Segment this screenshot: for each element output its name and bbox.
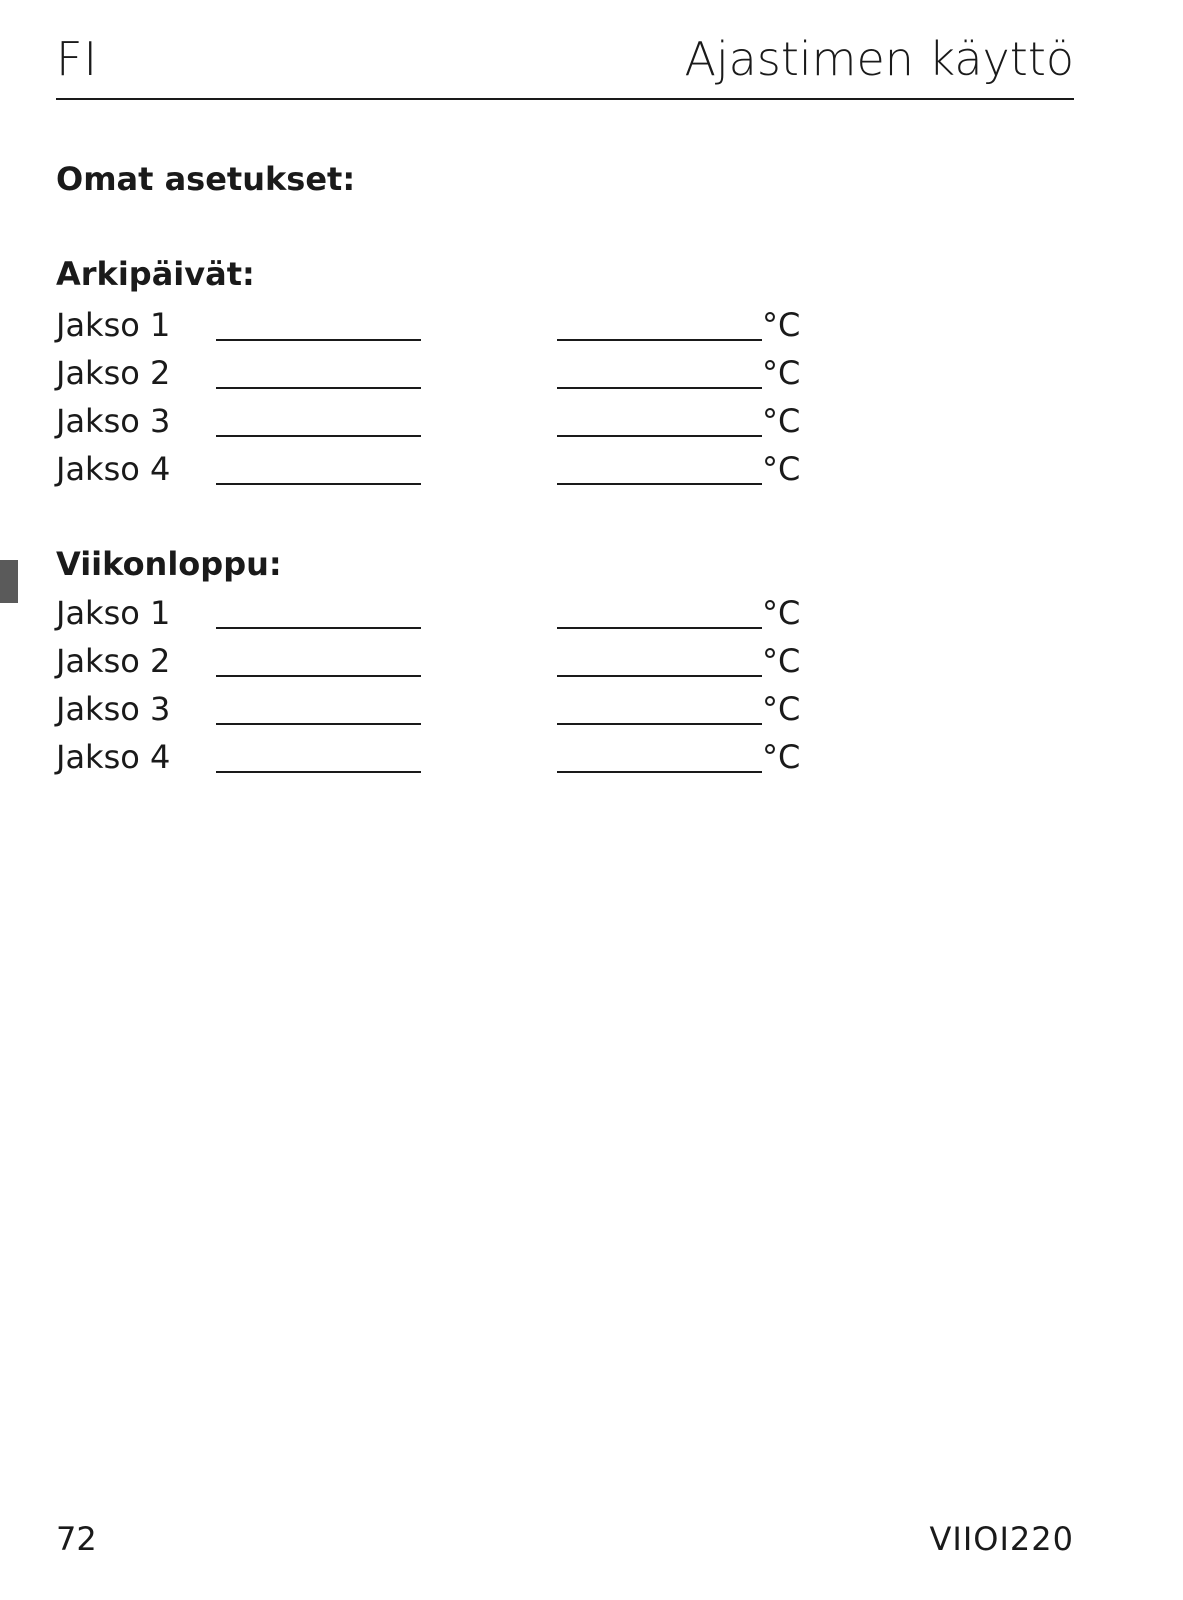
language-code: FI [56,32,99,86]
period-label: Jakso 4 [56,450,171,488]
time-blank-line [216,387,421,389]
celsius-unit: °C [762,402,801,440]
celsius-unit: °C [762,450,801,488]
time-blank-line [216,675,421,677]
period-label: Jakso 3 [56,402,171,440]
weekday-period-row [56,402,816,450]
time-blank-line [216,435,421,437]
period-label: Jakso 1 [56,594,171,632]
temperature-blank-line [557,387,762,389]
page-number: 72 [56,1520,97,1558]
temperature-blank-line [557,627,762,629]
intro-heading: Omat asetukset: [56,160,356,198]
page-title: Ajastimen käyttö [684,32,1074,86]
celsius-unit: °C [762,354,801,392]
time-blank-line [216,723,421,725]
period-label: Jakso 3 [56,690,171,728]
chapter-edge-tab [0,560,18,603]
weekend-period-row [56,690,816,738]
period-label: Jakso 2 [56,354,171,392]
celsius-unit: °C [762,738,801,776]
weekend-period-row [56,594,816,642]
weekday-period-row [56,354,816,402]
temperature-blank-line [557,675,762,677]
period-label: Jakso 4 [56,738,171,776]
model-code: VIIOI220 [929,1520,1074,1558]
celsius-unit: °C [762,306,801,344]
temperature-blank-line [557,483,762,485]
time-blank-line [216,771,421,773]
celsius-unit: °C [762,594,801,632]
temperature-blank-line [557,771,762,773]
period-label: Jakso 1 [56,306,171,344]
weekdays-heading: Arkipäivät: [56,255,255,293]
time-blank-line [216,627,421,629]
weekend-period-row [56,738,816,786]
weekend-period-row [56,642,816,690]
temperature-blank-line [557,723,762,725]
weekday-period-row [56,450,816,498]
celsius-unit: °C [762,690,801,728]
page-header [56,28,1074,100]
time-blank-line [216,339,421,341]
time-blank-line [216,483,421,485]
weekend-heading: Viikonloppu: [56,545,282,583]
celsius-unit: °C [762,642,801,680]
temperature-blank-line [557,339,762,341]
period-label: Jakso 2 [56,642,171,680]
weekday-period-row [56,306,816,354]
temperature-blank-line [557,435,762,437]
